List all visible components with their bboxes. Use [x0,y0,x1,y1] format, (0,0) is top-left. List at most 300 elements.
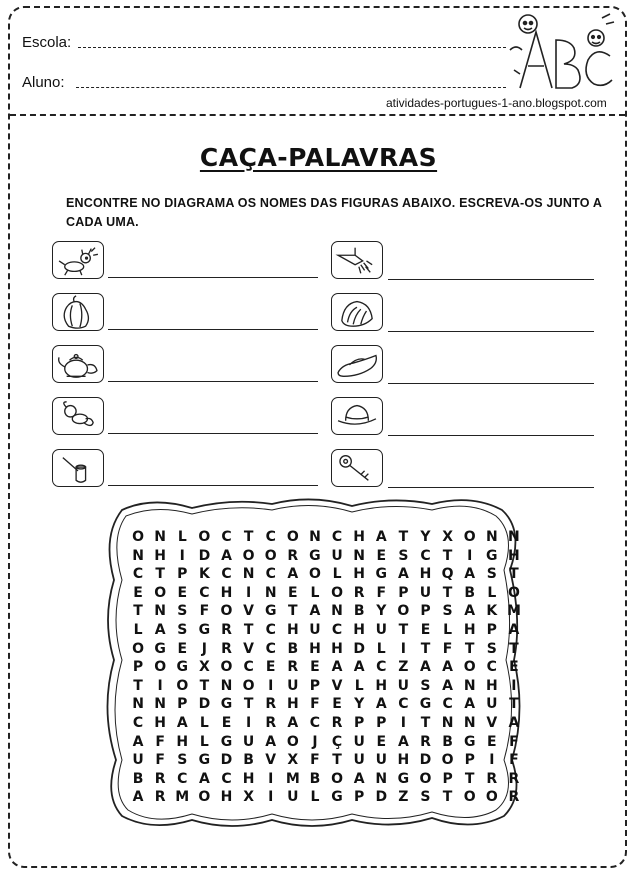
grid-letter[interactable]: H [353,621,365,638]
grid-letter[interactable]: O [242,547,255,564]
grid-letter[interactable]: L [310,584,320,601]
grid-letter[interactable]: U [287,677,299,694]
grid-letter[interactable]: H [154,714,167,731]
grid-letter[interactable]: E [177,640,188,657]
grid-letter[interactable]: T [442,547,453,564]
grid-letter[interactable]: E [509,659,519,676]
grid-letter[interactable]: N [375,770,388,787]
grid-letter[interactable]: O [176,677,189,694]
grid-letter[interactable]: F [310,752,320,769]
grid-letter[interactable]: H [419,566,432,583]
grid-letter[interactable]: U [287,789,299,806]
grid-letter[interactable]: S [177,603,188,620]
grid-letter[interactable]: M [506,603,521,620]
grid-letter[interactable]: I [268,789,274,806]
grid-letter[interactable]: A [397,566,409,583]
grid-letter[interactable]: L [133,621,143,638]
grid-letter[interactable]: T [133,603,143,620]
grid-letter[interactable]: S [486,566,497,583]
grid-letter[interactable]: R [265,714,277,731]
grid-letter[interactable]: N [441,714,454,731]
grid-letter[interactable]: T [464,770,475,787]
grid-row [127,547,525,566]
grid-letter[interactable]: A [132,789,144,806]
grid-letter[interactable]: N [220,677,233,694]
grid-letter[interactable]: N [331,603,343,620]
grid-letter[interactable]: U [486,696,498,713]
grid-letter[interactable]: H [353,529,365,545]
grid-letter[interactable]: T [398,529,409,545]
grid-letter[interactable]: R [154,789,166,806]
grid-letter[interactable]: I [511,677,517,694]
grid-letter[interactable]: O [286,733,299,750]
grid-letter[interactable]: H [508,547,520,564]
grid-letter[interactable]: A [265,733,277,750]
grid-letter[interactable]: P [177,566,188,583]
grid-letter[interactable]: T [155,566,165,583]
grid-letter[interactable]: A [198,770,210,787]
grid-letter[interactable]: C [442,696,453,713]
grid-letter[interactable]: J [312,733,318,750]
grid-letter[interactable]: T [509,566,519,583]
grid-letter[interactable]: U [353,733,365,750]
grid-letter[interactable]: R [508,770,520,787]
grid-letter[interactable]: N [154,696,167,713]
grid-letter[interactable]: T [442,789,453,806]
answer-line-hat[interactable] [388,435,594,436]
grid-letter[interactable]: N [154,603,167,620]
grid-letter[interactable]: L [443,621,453,638]
grid-letter[interactable]: U [419,584,432,601]
grid-letter[interactable]: G [220,733,233,750]
grid-letter[interactable]: O [441,752,454,769]
grid-letter[interactable]: V [243,603,255,620]
grid-letter[interactable]: D [198,696,211,713]
grid-letter[interactable]: J [201,640,207,657]
grid-letter[interactable]: B [309,770,321,787]
grid-letter[interactable]: F [155,733,165,750]
grid-letter[interactable]: F [442,640,453,657]
grid-letter[interactable]: C [265,640,276,657]
answer-line-key[interactable] [388,487,594,488]
abc-kids-logo-icon [506,10,618,94]
grid-letter[interactable]: A [176,714,188,731]
grid-letter[interactable]: P [177,696,188,713]
grid-letter[interactable]: G [176,659,189,676]
grid-letter[interactable]: L [354,677,364,694]
grid-letter[interactable]: B [287,640,299,657]
grid-letter[interactable]: L [177,529,187,545]
grid-letter[interactable]: U [331,547,343,564]
grid-letter[interactable]: E [420,621,431,638]
grid-letter[interactable]: D [375,789,388,806]
grid-letter[interactable]: F [199,603,210,620]
grid-letter[interactable]: H [176,733,189,750]
grid-letter[interactable]: V [486,714,498,731]
grid-letter[interactable]: S [486,640,497,657]
grid-letter[interactable]: U [353,752,365,769]
grid-letter[interactable]: G [486,547,498,564]
grid-letter[interactable]: C [309,714,321,731]
grid-letter[interactable]: N [264,584,277,601]
grid-letter[interactable]: F [376,584,387,601]
grid-letter[interactable]: H [242,770,255,787]
grid-letter[interactable]: O [198,789,211,806]
grid-letter[interactable]: S [420,677,431,694]
grid-letter[interactable]: A [464,603,476,620]
grid-letter[interactable]: E [177,584,188,601]
grid-letter[interactable]: G [154,640,166,657]
grid-letter[interactable]: P [442,770,453,787]
grid-letter[interactable]: Y [420,529,431,545]
grid-letter[interactable]: A [309,603,321,620]
school-label: Escola: [22,34,72,51]
grid-letter[interactable]: E [487,733,497,750]
grid-letter[interactable]: C [221,529,232,545]
grid-letter[interactable]: O [132,529,144,545]
grid-letter[interactable]: A [154,621,166,638]
answer-line-dog[interactable] [108,277,318,278]
grid-letter[interactable]: A [464,566,476,583]
grid-letter[interactable]: B [442,733,453,750]
grid-letter[interactable]: A [353,770,365,787]
grid-letter[interactable]: P [376,714,387,731]
grid-letter[interactable]: O [397,603,410,620]
grid-letter[interactable]: R [508,789,520,806]
grid-letter[interactable]: G [198,752,211,769]
grid-letter[interactable]: R [486,770,498,787]
grid-letter[interactable]: C [331,529,343,545]
grid-letter[interactable]: X [198,659,210,676]
grid-letter[interactable]: T [509,696,519,713]
grid-letter[interactable]: A [508,714,520,731]
grid-letter[interactable]: H [286,696,299,713]
grid-letter[interactable]: A [375,529,387,545]
key-icon [331,449,383,487]
grid-letter[interactable]: N [154,529,167,545]
grid-letter[interactable]: A [442,659,453,676]
grid-letter[interactable]: H [353,566,365,583]
grid-letter[interactable]: H [220,584,233,601]
grid-letter[interactable]: T [243,621,254,638]
answer-line-pacifier[interactable] [108,433,318,434]
grid-letter[interactable]: H [154,547,167,564]
grid-letter[interactable]: I [467,547,473,564]
grid-letter[interactable]: E [376,547,387,564]
answer-line-slipper[interactable] [388,383,594,384]
grid-letter[interactable]: N [353,547,365,564]
grid-letter[interactable]: G [419,696,432,713]
grid-letter[interactable]: O [308,566,321,583]
grid-letter[interactable]: U [309,621,321,638]
grid-letter[interactable]: Z [398,789,409,806]
grid-letter[interactable]: L [376,640,386,657]
grid-letter[interactable]: I [268,677,274,694]
grid-letter[interactable]: A [442,677,453,694]
grid-letter[interactable]: O [220,659,233,676]
grid-letter[interactable]: A [353,659,365,676]
grid-letter[interactable]: T [442,584,453,601]
grid-letter[interactable]: T [199,677,210,694]
pacifier-icon [52,397,104,435]
grid-row [127,714,525,733]
grid-letter[interactable]: R [221,640,232,657]
grid-letter[interactable]: O [198,529,211,545]
grid-letter[interactable]: U [132,752,144,769]
grid-letter[interactable]: A [287,566,299,583]
grid-letter[interactable]: A [132,733,144,750]
grid-letter[interactable]: I [489,752,495,769]
grid-letter[interactable]: N [508,529,520,545]
grid-letter[interactable]: H [463,621,476,638]
answer-line-shower[interactable] [388,279,594,280]
grid-letter[interactable]: N [485,529,498,545]
grid-letter[interactable]: X [442,529,453,545]
grid-letter[interactable]: X [243,789,254,806]
grid-letter[interactable]: G [264,603,277,620]
grid-letter[interactable]: U [375,752,387,769]
word-search-grid[interactable] [127,528,525,807]
grid-letter[interactable]: O [485,789,498,806]
grid-letter[interactable]: Q [441,566,454,583]
grid-letter[interactable]: S [398,547,409,564]
grid-letter[interactable]: N [132,547,144,564]
grid-letter[interactable]: E [221,714,232,731]
grid-letter[interactable]: A [464,696,476,713]
grid-letter[interactable]: S [177,621,188,638]
grid-letter[interactable]: V [265,752,277,769]
grid-letter[interactable]: T [464,640,475,657]
grid-letter[interactable]: M [175,789,190,806]
grid-letter[interactable]: I [400,714,406,731]
grid-letter[interactable]: T [332,752,342,769]
grid-letter[interactable]: C [221,770,232,787]
grid-letter[interactable]: E [288,584,298,601]
grid-letter[interactable]: R [287,547,299,564]
grid-letter[interactable]: C [265,529,276,545]
grid-letter[interactable]: O [242,677,255,694]
student-field[interactable] [76,87,506,88]
grid-letter[interactable]: S [420,789,431,806]
grid-letter[interactable]: O [154,584,167,601]
grid-letter[interactable]: R [221,621,232,638]
grid-letter[interactable]: H [375,677,388,694]
grid-letter[interactable]: K [198,566,210,583]
grid-letter[interactable]: F [310,696,320,713]
grid-letter[interactable]: G [331,789,343,806]
grid-letter[interactable]: H [220,789,233,806]
grid-letter[interactable]: N [309,529,321,545]
grid-letter[interactable]: Z [398,659,409,676]
school-field[interactable] [78,47,506,48]
grid-letter[interactable]: Y [354,696,365,713]
slipper-icon [331,345,383,383]
grid-letter[interactable]: O [463,789,476,806]
grid-letter[interactable]: C [265,566,276,583]
grid-letter[interactable]: N [242,566,255,583]
grid-letter[interactable]: T [509,640,519,657]
grid-letter[interactable]: E [133,584,143,601]
grid-letter[interactable]: M [285,770,300,787]
grid-letter[interactable]: U [242,733,255,750]
grid-letter[interactable]: C [132,714,144,731]
grid-letter[interactable]: C [177,770,188,787]
grid-letter[interactable]: L [199,714,209,731]
grid-row [127,640,525,659]
header-divider [10,114,625,116]
grid-letter[interactable]: T [398,621,409,638]
answer-line-pumpkin[interactable] [108,329,318,330]
grid-letter[interactable]: B [464,584,476,601]
grid-letter[interactable]: O [331,584,343,601]
grid-letter[interactable]: G [463,733,476,750]
grid-letter[interactable]: C [331,621,343,638]
grid-letter[interactable]: H [485,677,498,694]
grid-letter[interactable]: E [310,659,320,676]
grid-letter[interactable]: T [243,529,254,545]
page-title: CAÇA-PALAVRAS [199,143,438,172]
grid-letter[interactable]: O [419,770,432,787]
grid-letter[interactable]: O [132,640,144,657]
grid-letter[interactable]: C [420,547,431,564]
grid-letter[interactable]: R [265,696,277,713]
grid-letter[interactable]: L [310,789,320,806]
grid-letter[interactable]: P [486,621,497,638]
grid-letter[interactable]: U [375,621,387,638]
grid-letter[interactable]: P [309,677,321,694]
grid-letter[interactable]: C [398,696,409,713]
grid-letter[interactable]: C [376,659,387,676]
grid-row [127,695,525,714]
grid-letter[interactable]: S [442,603,453,620]
grid-letter[interactable]: C [265,621,276,638]
grid-letter[interactable]: C [243,659,254,676]
answer-line-pipe[interactable] [108,485,318,486]
grid-letter[interactable]: N [132,696,144,713]
grid-letter[interactable]: O [507,584,520,601]
grid-letter[interactable]: L [332,566,342,583]
grid-row [127,621,525,640]
grid-letter[interactable]: B [353,603,365,620]
grid-letter[interactable]: A [420,659,431,676]
grid-letter[interactable]: A [331,659,343,676]
grid-letter[interactable]: G [198,621,211,638]
grid-letter[interactable]: A [397,733,409,750]
grid-letter[interactable]: D [353,640,365,657]
grid-letter[interactable]: H [331,640,343,657]
grid-letter[interactable]: U [397,677,410,694]
grid-letter[interactable]: P [132,659,144,676]
grid-letter[interactable]: I [157,677,163,694]
grid-letter[interactable]: C [486,659,497,676]
grid-letter[interactable]: V [331,677,343,694]
grid-letter[interactable]: G [309,547,321,564]
grid-letter[interactable]: P [398,584,409,601]
grid-letter[interactable]: N [463,714,476,731]
grid-letter[interactable]: T [288,603,298,620]
grid-letter[interactable]: V [243,640,255,657]
grid-letter[interactable]: C [199,584,210,601]
grid-row [127,751,525,770]
grid-letter[interactable]: F [509,733,519,750]
grid-letter[interactable]: C [221,566,232,583]
grid-letter[interactable]: H [286,621,299,638]
grid-letter[interactable]: T [133,677,143,694]
grid-letter[interactable]: O [154,659,167,676]
grid-letter[interactable]: S [177,752,188,769]
grid-letter[interactable]: T [243,696,254,713]
grid-letter[interactable]: P [464,752,475,769]
grid-letter[interactable]: E [332,696,342,713]
grid-letter[interactable]: B [243,752,254,769]
grid-letter[interactable]: I [400,640,406,657]
grid-letter[interactable]: A [375,696,387,713]
grid-letter[interactable]: F [509,752,519,769]
grid-letter[interactable]: E [376,733,387,750]
grid-letter[interactable]: E [265,659,276,676]
grid-letter[interactable]: D [419,752,432,769]
grid-letter[interactable]: O [463,529,476,545]
grid-letter[interactable]: I [245,714,252,731]
pipe-icon [52,449,104,487]
grid-letter[interactable]: T [420,640,431,657]
grid-letter[interactable]: K [486,603,498,620]
grid-letter[interactable]: P [354,789,365,806]
grid-letter[interactable]: I [179,547,185,564]
grid-letter[interactable]: Ç [331,733,343,750]
grid-letter[interactable]: H [397,752,410,769]
grid-letter[interactable]: Y [376,603,387,620]
grid-row [127,565,525,584]
grid-letter[interactable]: O [286,529,299,545]
grid-letter[interactable]: B [132,770,144,787]
grid-letter[interactable]: G [375,566,387,583]
grid-letter[interactable]: A [508,621,520,638]
grid-letter[interactable]: R [331,714,343,731]
grid-letter[interactable]: H [309,640,321,657]
grid-letter[interactable]: P [420,603,431,620]
answer-line-shell[interactable] [388,331,594,332]
grid-letter[interactable]: R [287,659,299,676]
grid-letter[interactable]: A [287,714,299,731]
grid-letter[interactable]: C [132,566,144,583]
shell-icon [331,293,383,331]
grid-letter[interactable]: G [397,770,410,787]
grid-letter[interactable]: G [220,696,233,713]
grid-letter[interactable]: D [220,752,233,769]
grid-letter[interactable]: O [331,770,343,787]
grid-letter[interactable]: L [487,584,497,601]
grid-letter[interactable]: O [264,547,277,564]
grid-letter[interactable]: P [354,714,365,731]
grid-row [127,677,525,696]
grid-letter[interactable]: D [198,547,211,564]
answer-line-teapot[interactable] [108,381,318,382]
grid-letter[interactable]: O [220,603,233,620]
grid-letter[interactable]: L [199,733,209,750]
grid-letter[interactable]: A [221,547,232,564]
grid-letter[interactable]: I [245,584,252,601]
grid-letter[interactable]: T [420,714,431,731]
grid-letter[interactable]: F [155,752,165,769]
grid-letter[interactable]: X [287,752,299,769]
grid-letter[interactable]: I [268,770,274,787]
grid-letter[interactable]: R [420,733,431,750]
grid-letter[interactable]: O [463,659,476,676]
grid-letter[interactable]: R [353,584,365,601]
grid-letter[interactable]: R [154,770,166,787]
grid-letter[interactable]: N [463,677,476,694]
